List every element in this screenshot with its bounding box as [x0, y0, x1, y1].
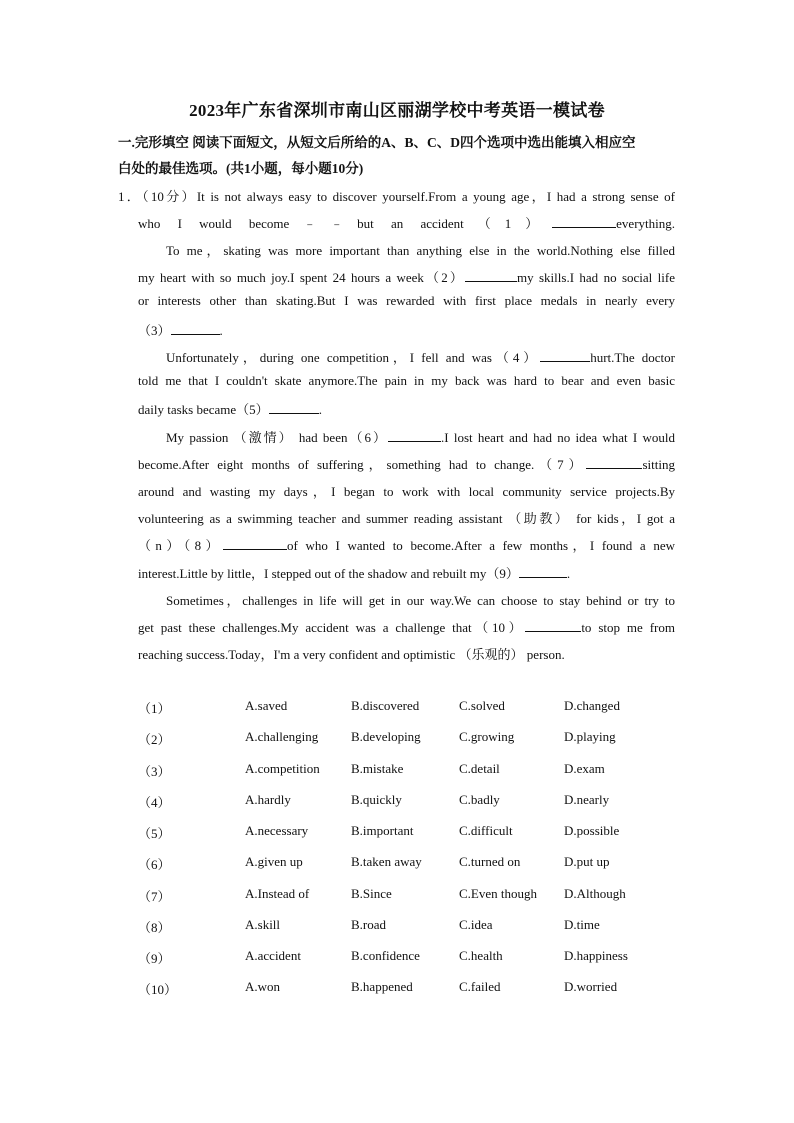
passage-text: my skills.I had no social life [516, 270, 675, 285]
passage-text: hurt.The doctor [590, 350, 675, 365]
option-c[interactable]: C.idea [459, 917, 493, 932]
question-number: （7） [138, 889, 171, 904]
passage-line [166, 590, 675, 617]
passage-line [138, 481, 675, 508]
passage-line [166, 240, 675, 267]
option-d[interactable]: D.changed [564, 698, 620, 713]
passage-text: （3） [138, 323, 171, 338]
option-a[interactable]: A.competition [245, 761, 320, 776]
passage-text: reaching success.Today，I'm a very confident and optimistic （乐观的） person. [138, 647, 565, 662]
passage-text: My passion （激情） had been（6） [166, 430, 389, 445]
option-b[interactable]: B.taken away [351, 854, 422, 869]
option-a[interactable]: A.won [245, 979, 281, 994]
passage-text: . [318, 402, 322, 417]
option-row [138, 917, 678, 941]
option-b[interactable]: B.quickly [351, 792, 402, 807]
passage-line [138, 535, 675, 562]
passage-text: told me that I couldn't skate anymore.The pain in my back was hard to bear and even basic [138, 373, 675, 388]
passage-line [138, 644, 675, 671]
passage-line [166, 347, 675, 374]
option-c[interactable]: C.difficult [459, 823, 513, 838]
passage-line [138, 293, 675, 320]
answer-blank[interactable] [223, 537, 287, 550]
option-c[interactable]: C.growing [459, 729, 515, 744]
passage-text: who I would become﹣﹣but an accident（1） [138, 216, 553, 231]
option-b[interactable]: B.Since [351, 886, 392, 901]
passage-text: my heart with so much joy.I spent 24 hours a week（2） [138, 270, 465, 285]
option-c[interactable]: C.turned on [459, 854, 521, 869]
question-number: （5） [138, 826, 171, 841]
option-d[interactable]: D.possible [564, 823, 620, 838]
option-row [138, 979, 678, 1003]
option-a[interactable]: A.necessary [245, 823, 309, 838]
option-a[interactable]: A.hardly [245, 792, 291, 807]
option-c[interactable]: C.failed [459, 979, 501, 994]
option-d[interactable]: D.time [564, 917, 600, 932]
option-c[interactable]: C.detail [459, 761, 500, 776]
option-row [138, 792, 678, 816]
option-c[interactable]: C.badly [459, 792, 500, 807]
option-row [138, 761, 678, 785]
passage-text: everything. [616, 216, 675, 231]
option-c[interactable]: C.health [459, 948, 503, 963]
passage-text: or interests other than skating.But I was rewarded with first place medals in nearly every [138, 293, 675, 308]
option-a[interactable]: A.Instead of [245, 886, 310, 901]
option-row [138, 854, 678, 878]
option-b[interactable]: B.road [351, 917, 387, 932]
option-b[interactable]: B.discovered [351, 698, 420, 713]
answer-blank[interactable] [388, 429, 441, 442]
passage-text: get past these challenges.My accident was a challenge that（10） [138, 620, 526, 635]
section-instruction-line-2: 白处的最佳选项。(共1小题，每小题10分) [118, 161, 364, 176]
answer-blank[interactable] [525, 619, 581, 632]
passage-line [138, 399, 675, 426]
passage-text: sitting [642, 457, 675, 472]
option-row [138, 698, 678, 722]
option-row [138, 886, 678, 910]
page-title: 2023年广东省深圳市南山区丽湖学校中考英语一模试卷 [189, 101, 605, 120]
passage-line [118, 186, 675, 213]
passage-line [138, 320, 675, 347]
passage-text: . [219, 323, 223, 338]
section-instruction-line-1: 一.完形填空 阅读下面短文，从短文后所给的A、B、C、D四个选项中选出能填入相应空 [118, 135, 636, 150]
passage-line [138, 267, 675, 294]
option-a[interactable]: A.skill [245, 917, 281, 932]
question-number: （8） [138, 920, 171, 935]
option-a[interactable]: A.accident [245, 948, 301, 963]
passage-text: Sometimes，challenges in life will get in our way.We can choose to stay behind or try to [166, 593, 675, 608]
option-d[interactable]: D.exam [564, 761, 605, 776]
passage-line [138, 454, 675, 481]
answer-blank[interactable] [540, 349, 590, 362]
passage-text: volunteering as a swimming teacher and summer reading assistant （助教） for kids，I got a [138, 511, 675, 526]
option-b[interactable]: B.developing [351, 729, 421, 744]
passage-text: 1．（10分）It is not always easy to discover yourself.From a young age，I had a strong sense of [118, 189, 675, 204]
passage-line [138, 213, 675, 240]
option-a[interactable]: A.challenging [245, 729, 319, 744]
answer-blank[interactable] [269, 401, 319, 414]
option-a[interactable]: A.given up [245, 854, 303, 869]
option-d[interactable]: D.worried [564, 979, 618, 994]
question-number: （6） [138, 857, 171, 872]
passage-line [138, 617, 675, 644]
option-row [138, 948, 678, 972]
passage-line [138, 563, 675, 590]
answer-blank[interactable] [171, 322, 220, 335]
passage-text: .I lost heart and had no idea what I would [441, 430, 675, 445]
option-c[interactable]: C.solved [459, 698, 505, 713]
passage-line [166, 427, 675, 454]
question-number: （1） [138, 701, 171, 716]
passage-text: Unfortunately，during one competition，I fell and was（4） [166, 350, 541, 365]
answer-blank[interactable] [519, 565, 567, 578]
passage-text: become.After eight months of suffering，something had to change.（7） [138, 457, 587, 472]
question-number: （4） [138, 795, 171, 810]
option-row [138, 823, 678, 847]
option-d[interactable]: D.Although [564, 886, 626, 901]
answer-blank[interactable] [552, 215, 616, 228]
passage-line [138, 508, 675, 535]
passage-text: interest.Little by little，I stepped out of the shadow and rebuilt my（9） [138, 566, 519, 581]
passage-text: . [566, 566, 571, 581]
passage-text: daily tasks became（5） [138, 402, 269, 417]
passage-text: （n）（8） [138, 538, 223, 553]
option-a[interactable]: A.saved [245, 698, 288, 713]
question-number: （10） [138, 982, 178, 997]
passage-line [138, 373, 675, 400]
option-c[interactable]: C.Even though [459, 886, 537, 901]
option-b[interactable]: B.important [351, 823, 414, 838]
question-number: （9） [138, 951, 171, 966]
option-d[interactable]: D.playing [564, 729, 616, 744]
passage-text: around and wasting my days，I began to work with local community service projects.By [138, 484, 675, 499]
option-b[interactable]: B.mistake [351, 761, 404, 776]
option-b[interactable]: B.confidence [351, 948, 420, 963]
option-b[interactable]: B.happened [351, 979, 413, 994]
option-row [138, 729, 678, 753]
answer-blank[interactable] [586, 456, 642, 469]
option-d[interactable]: D.nearly [564, 792, 610, 807]
passage-text: To me，skating was more important than anything else in the world.Nothing else filled [166, 243, 675, 258]
answer-blank[interactable] [465, 269, 517, 282]
option-d[interactable]: D.happiness [564, 948, 628, 963]
question-number: （2） [138, 732, 171, 747]
passage-text: to stop me from [581, 620, 676, 635]
option-d[interactable]: D.put up [564, 854, 610, 869]
question-number: （3） [138, 764, 171, 779]
passage-text: of who I wanted to become.After a few months，I found a new [286, 538, 675, 553]
